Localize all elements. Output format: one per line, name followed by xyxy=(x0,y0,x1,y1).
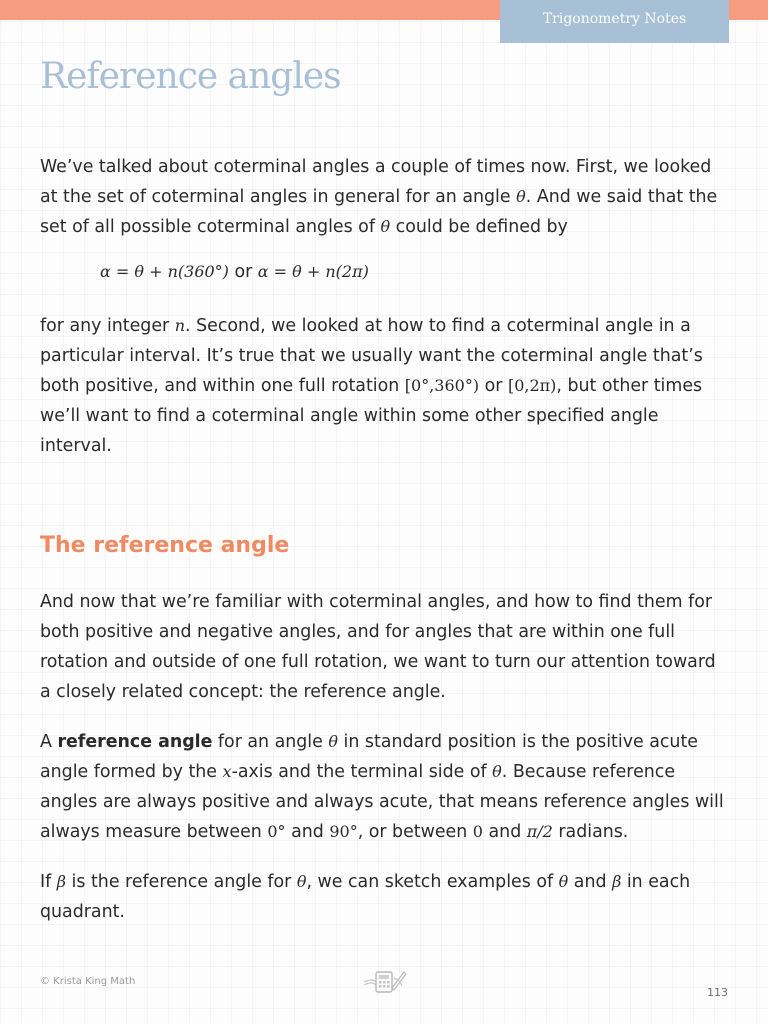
text-run: is the reference angle for xyxy=(66,872,297,892)
definition-paragraph xyxy=(40,727,730,847)
text-run: and xyxy=(285,822,330,842)
math-beta: β xyxy=(612,872,622,891)
equation-degrees: α = θ + n(360°) xyxy=(100,262,229,281)
text-run: . Second, we looked at how to find a coterminal angle in a particular interval. It’s true that we usually want the coterminal angle that’s both positive, and within one full rotation xyxy=(40,316,703,396)
equation-radians: α = θ + n(2π) xyxy=(257,262,369,281)
math-theta: θ xyxy=(492,762,502,781)
text-run: for any integer xyxy=(40,316,175,336)
section-heading: The reference angle xyxy=(40,533,290,558)
header-tab-label: Trigonometry Notes xyxy=(542,11,687,27)
math-zero-degrees: 0° xyxy=(267,822,286,841)
footer-copyright: © Krista King Math xyxy=(40,976,136,987)
math-theta: θ xyxy=(296,872,307,891)
math-interval-degrees: [0°,360°) xyxy=(404,376,480,395)
text-run: , we can sketch examples of xyxy=(306,872,559,892)
text-run: radians. xyxy=(552,822,629,842)
text-run: . And we said that the set of all possible coterminal angles of xyxy=(40,187,718,237)
intro-paragraph-1 xyxy=(40,152,730,242)
math-interval-radians: [0,2π) xyxy=(507,376,557,395)
text-run: and xyxy=(482,822,527,842)
math-theta: θ xyxy=(558,872,569,891)
text-run: for an angle xyxy=(212,732,329,752)
text-run: , but other times we’ll want to find a coterminal angle within some other specified angle interval. xyxy=(40,376,703,456)
text-run: could be defined by xyxy=(390,217,568,237)
header-tab xyxy=(500,0,729,43)
text-run: -axis and the terminal side of xyxy=(231,762,493,782)
text-run: A xyxy=(40,732,58,752)
reference-angle-term: reference angle xyxy=(57,732,213,752)
page-title: Reference angles xyxy=(40,56,341,97)
text-run: If xyxy=(40,872,57,892)
intro-paragraph-2 xyxy=(40,311,730,461)
equation-or: or xyxy=(228,262,258,282)
text-run: , or between xyxy=(357,822,473,842)
text-run: in standard position is the positive acute angle formed by the xyxy=(40,732,698,782)
math-theta: θ xyxy=(328,732,338,751)
math-x: x xyxy=(222,762,232,781)
text-run: We’ve talked about coterminal angles a couple of times now. First, we looked at the set of coterminal angles in general for an angle xyxy=(40,157,712,207)
math-pi-over-two: π/2 xyxy=(526,822,553,841)
math-beta: β xyxy=(56,872,67,891)
section-paragraph-1: And now that we’re familiar with coterminal angles, and how to find them for both positive and negative angles, and for angles that are within one full rotation and outside of one full rotation, we want to turn our attention toward a closely related concept: the reference angle. xyxy=(40,592,716,702)
coterminal-equation xyxy=(100,262,369,282)
math-theta: θ xyxy=(516,187,526,206)
math-n: n xyxy=(174,316,186,335)
text-run: and xyxy=(568,872,613,892)
text-run: or xyxy=(479,376,508,396)
math-ninety-degrees: 90° xyxy=(329,822,358,841)
text-run: in each quadrant. xyxy=(40,872,691,922)
math-theta: θ xyxy=(380,217,391,236)
text-run: . Because reference angles are always positive and always acute, that means reference angles will always measure between xyxy=(40,762,724,842)
page-number: 113 xyxy=(707,986,728,999)
math-zero: 0 xyxy=(472,822,483,841)
calculator-pencil-icon xyxy=(362,966,408,996)
sketch-paragraph xyxy=(40,867,730,927)
